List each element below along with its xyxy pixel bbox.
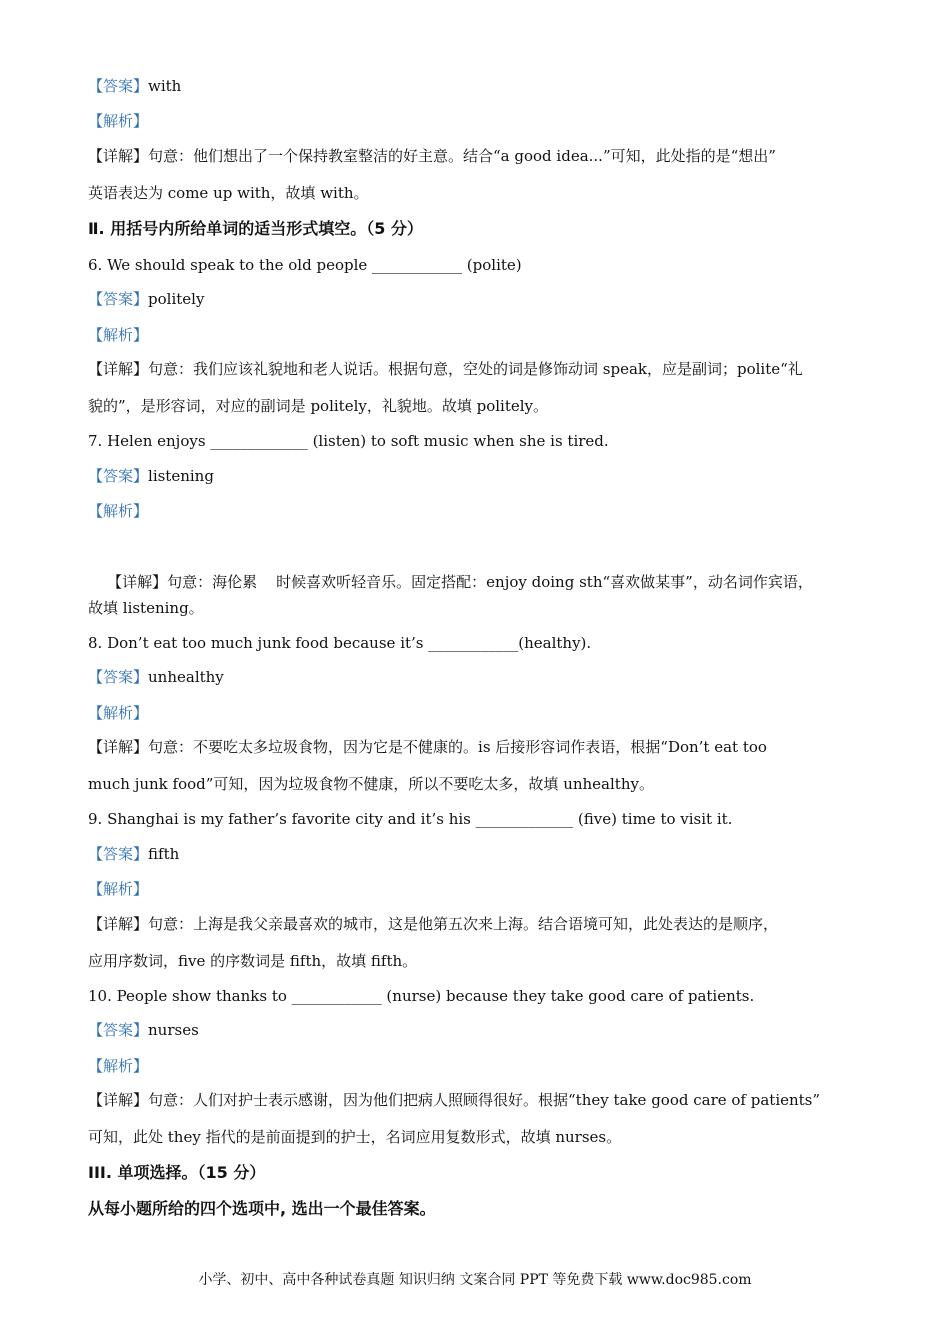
q5-detail-text2: 英语表达为 come up with，故填 with。 — [88, 184, 369, 202]
q5-answer: with — [148, 77, 182, 95]
q9-detail-line2 — [88, 949, 868, 973]
detail-label: 【详解】 — [107, 573, 168, 591]
q9-detail-line1 — [88, 912, 868, 936]
section2-heading: Ⅱ. 用括号内所给单词的适当形式填空。（5 分） — [88, 219, 423, 238]
q10-question: 10. People show thanks to ____________ (nurse) because they take good care of patients. — [88, 987, 755, 1005]
q5-detail-line2 — [88, 181, 868, 205]
analysis-label: 【解析】 — [88, 326, 149, 344]
analysis-label: 【解析】 — [88, 880, 149, 898]
q10-detail-line2 — [88, 1125, 868, 1149]
analysis-label: 【解析】 — [88, 1057, 149, 1075]
q5-analysis-line — [88, 109, 868, 133]
detail-label: 【详解】 — [88, 738, 149, 756]
q5-detail-line1 — [88, 144, 868, 168]
q6-analysis-line — [88, 323, 868, 347]
answer-label: 【答案】 — [88, 845, 149, 863]
analysis-label: 【解析】 — [88, 704, 149, 722]
answer-label: 【答案】 — [88, 1021, 149, 1039]
q7-answer-line — [88, 464, 868, 488]
detail-label: 【详解】 — [88, 915, 149, 933]
q7-detail-text2: 故填 listening。 — [88, 599, 204, 617]
q9-question: 9. Shanghai is my father’s favorite city and it’s his _____________ (five) time to visit it. — [88, 810, 733, 828]
section3-instruction: 从每小题所给的四个选项中, 选出一个最佳答案。 — [88, 1199, 436, 1218]
q5-detail-text1: 句意：他们想出了一个保持教室整洁的好主意。结合“a good idea...”可知，此处指的是“想出” — [148, 147, 776, 165]
q5-answer-line — [88, 74, 868, 98]
q6-detail-line2 — [88, 394, 868, 418]
q7-detail-line2 — [88, 596, 868, 620]
q9-answer: fifth — [148, 845, 180, 863]
q8-question: 8. Don’t eat too much junk food because it’s ____________(healthy). — [88, 634, 592, 652]
answer-label: 【答案】 — [88, 290, 149, 308]
q6-question: 6. We should speak to the old people ____________ (polite) — [88, 256, 522, 274]
q10-detail-line1 — [88, 1088, 868, 1112]
analysis-label: 【解析】 — [88, 502, 149, 520]
section3-heading: III. 单项选择。（15 分） — [88, 1163, 266, 1182]
q6-detail-text1: 句意：我们应该礼貌地和老人说话。根据句意，空处的词是修饰动词 speak，应是副词；polite“礼 — [148, 360, 803, 378]
answer-label: 【答案】 — [88, 77, 149, 95]
q10-answer: nurses — [148, 1021, 199, 1039]
q9-answer-line — [88, 842, 868, 866]
q8-answer-line — [88, 665, 868, 689]
q8-detail-line1 — [88, 735, 868, 759]
q9-detail-text1: 句意：上海是我父亲最喜欢的城市，这是他第五次来上海。结合语境可知，此处表达的是顺序， — [148, 915, 779, 933]
q6-detail-text2: 貌的”，是形容词，对应的副词是 politely，礼貌地。故填 politely。 — [88, 397, 549, 415]
page-footer: 小学、初中、高中各种试卷真题 知识归纳 文案合同 PPT 等免费下载 www.doc985.com — [198, 1272, 752, 1288]
q6-answer-line — [88, 287, 868, 311]
q6-detail-line1 — [88, 357, 868, 381]
q7-analysis-line — [88, 499, 868, 523]
q6-answer: politely — [148, 290, 205, 308]
q9-detail-text2: 应用序数词，five 的序数词是 fifth，故填 fifth。 — [88, 952, 418, 970]
q8-detail-line2 — [88, 772, 868, 796]
analysis-label: 【解析】 — [88, 112, 149, 130]
q8-answer: unhealthy — [148, 668, 224, 686]
q7-detail-text1: 句意：海伦累 时候喜欢听轻音乐。固定搭配：enjoy doing sth“喜欢做某事”，动名词作宾语， — [167, 573, 813, 591]
q7-question: 7. Helen enjoys _____________ (listen) to soft music when she is tired. — [88, 432, 609, 450]
q7-answer: listening — [148, 467, 214, 485]
q10-answer-line — [88, 1018, 868, 1042]
q9-analysis-line — [88, 877, 868, 901]
detail-label: 【详解】 — [88, 1091, 149, 1109]
q10-analysis-line — [88, 1054, 868, 1078]
q10-detail-text2: 可知，此处 they 指代的是前面提到的护士，名词应用复数形式，故填 nurses。 — [88, 1128, 622, 1146]
detail-label: 【详解】 — [88, 147, 149, 165]
q8-detail-text2: much junk food”可知，因为垃圾食物不健康，所以不要吃太多，故填 unhealthy。 — [88, 775, 654, 793]
q8-analysis-line — [88, 701, 868, 725]
answer-label: 【答案】 — [88, 668, 149, 686]
q8-detail-text1: 句意：不要吃太多垃圾食物，因为它是不健康的。is 后接形容词作表语，根据“Don’t eat too — [148, 738, 767, 756]
detail-label: 【详解】 — [88, 360, 149, 378]
answer-label: 【答案】 — [88, 467, 149, 485]
q10-detail-text1: 句意：人们对护士表示感谢，因为他们把病人照顾得很好。根据“they take good care of patients” — [148, 1091, 821, 1109]
